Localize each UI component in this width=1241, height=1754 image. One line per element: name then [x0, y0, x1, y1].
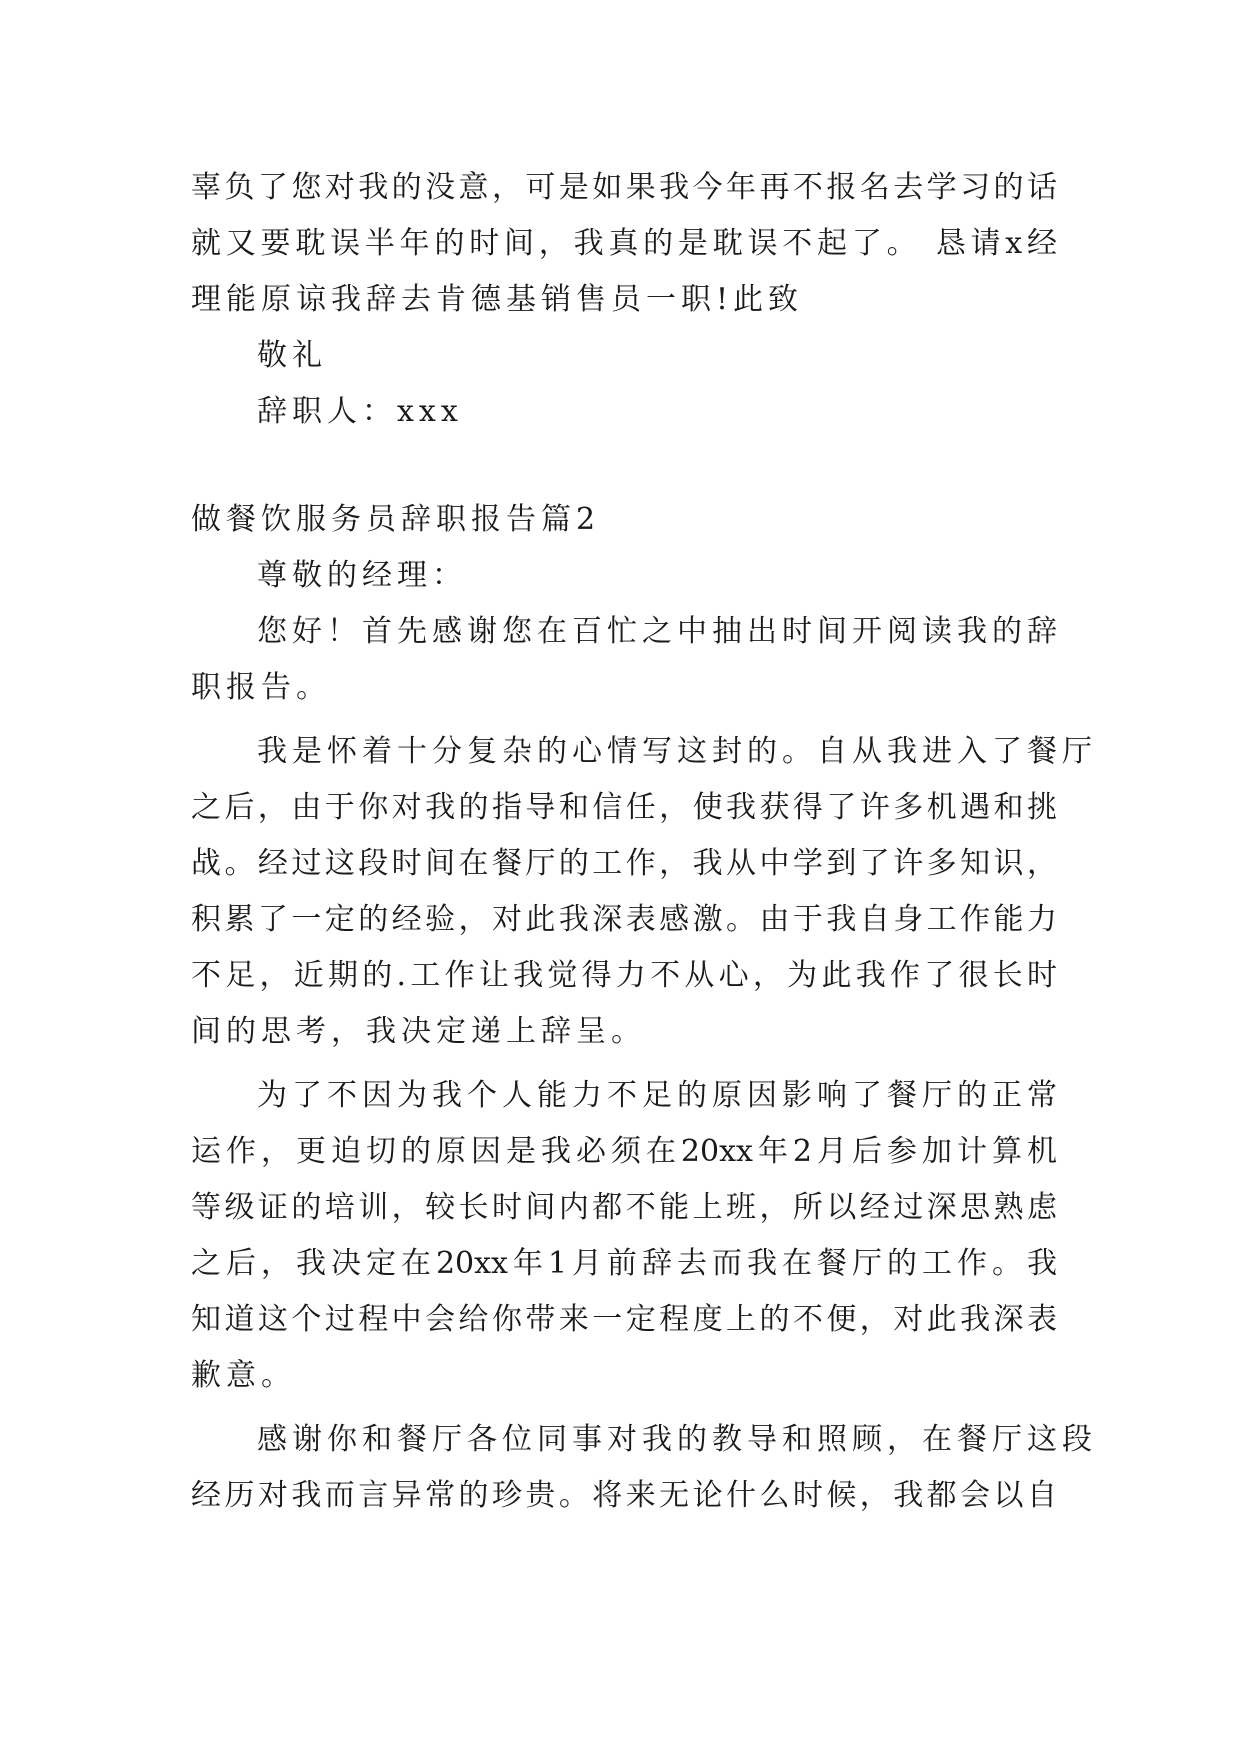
paragraph-2-line-1: 我是怀着十分复杂的心情写这封的。自从我进入了餐厅	[257, 734, 1097, 769]
paragraph-2-line-6: 间的思考，我决定递上辞呈。	[191, 1014, 646, 1049]
paragraph-4-line-2: 经历对我而言异常的珍贵。将来无论什么时候，我都会以自	[191, 1478, 1057, 1513]
paragraph-2	[191, 724, 1097, 1060]
paragraph-3	[191, 1068, 1062, 1404]
paragraph-1	[191, 604, 1062, 716]
paragraph-4	[191, 1412, 1097, 1524]
intro-line-2: 就又要耽误半年的时间，我真的是耽误不起了。 恳请x经	[191, 226, 1057, 261]
paragraph-2-line-4: 积累了一定的经验，对此我深表感激。由于我自身工作能力	[191, 902, 1057, 937]
paragraph-3-line-2: 运作，更迫切的原因是我必须在20xx年2月后参加计算机	[191, 1134, 1057, 1169]
section-title: 做餐饮服务员辞职报告篇2	[191, 502, 601, 537]
paragraph-3-line-6: 歉意。	[191, 1358, 296, 1393]
paragraph-3-line-3: 等级证的培训，较长时间内都不能上班，所以经过深思熟虑	[191, 1190, 1057, 1225]
paragraph-3-line-4: 之后，我决定在20xx年1月前辞去而我在餐厅的工作。我	[191, 1246, 1057, 1281]
signature: 辞职人：xxx	[257, 394, 463, 429]
intro-paragraph	[191, 160, 1057, 328]
paragraph-2-line-2: 之后，由于你对我的指导和信任，使我获得了许多机遇和挑	[191, 790, 1057, 825]
paragraph-3-line-5: 知道这个过程中会给你带来一定程度上的不便，对此我深表	[191, 1302, 1057, 1337]
document-body	[191, 160, 1097, 1524]
paragraph-2-line-3: 战。经过这段时间在餐厅的工作，我从中学到了许多知识，	[191, 846, 1057, 881]
closing-salute: 敬礼	[257, 338, 327, 373]
paragraph-3-line-1: 为了不因为我个人能力不足的原因影响了餐厅的正常	[257, 1078, 1062, 1113]
paragraph-4-line-1: 感谢你和餐厅各位同事对我的教导和照顾，在餐厅这段	[257, 1422, 1097, 1457]
intro-line-3: 理能原谅我辞去肯德基销售员一职!此致	[191, 282, 804, 317]
paragraph-2-line-5: 不足，近期的.工作让我觉得力不从心，为此我作了很长时	[191, 958, 1057, 993]
salutation: 尊敬的经理：	[257, 558, 467, 593]
paragraph-1-line-1: 您好！首先感谢您在百忙之中抽出时间开阅读我的辞	[257, 614, 1062, 649]
paragraph-1-line-2: 职报告。	[191, 670, 331, 705]
intro-line-1: 辜负了您对我的没意，可是如果我今年再不报名去学习的话	[191, 170, 1057, 205]
